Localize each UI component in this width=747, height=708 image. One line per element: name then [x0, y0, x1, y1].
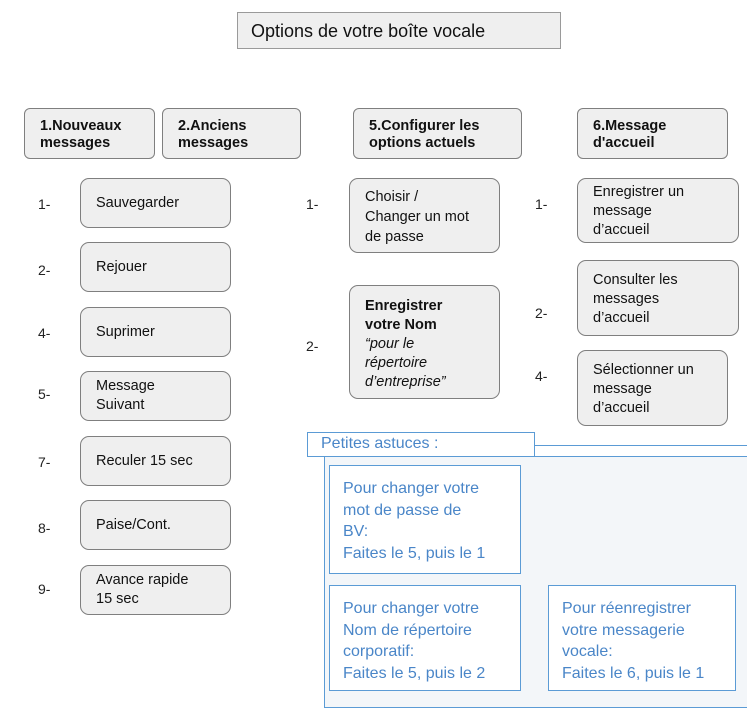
- option-number: 1-: [535, 196, 548, 212]
- option-line: Avance rapide: [96, 572, 189, 588]
- tip-password: [329, 465, 521, 574]
- header-line: 2.Anciens: [178, 118, 247, 134]
- option-replay: [80, 242, 231, 292]
- option-label: Suprimer: [96, 323, 155, 340]
- option-line: d’accueil: [593, 222, 650, 238]
- option-label: [365, 297, 446, 392]
- option-delete: [80, 307, 231, 357]
- header-greeting: [577, 108, 728, 159]
- option-number: 9-: [38, 581, 51, 597]
- option-number: 2-: [38, 262, 51, 278]
- option-number: 4-: [535, 368, 548, 384]
- option-line: Message: [96, 378, 155, 394]
- option-number: 8-: [38, 520, 51, 536]
- tip-line: Faites le 5, puis le 1: [343, 544, 486, 562]
- tips-divider: [535, 445, 747, 446]
- tip-line: mot de passe de: [343, 501, 462, 519]
- tip-line: BV:: [343, 523, 369, 540]
- option-line: répertoire: [365, 355, 428, 371]
- tip-rerecord-greeting: [548, 585, 736, 691]
- header-line: options actuels: [369, 135, 476, 151]
- page-title: Options de votre boîte vocale: [237, 12, 561, 49]
- tip-line: corporatif:: [343, 643, 415, 660]
- header-line: 1.Nouveaux: [40, 118, 122, 134]
- option-number: 5-: [38, 386, 51, 402]
- tip-line: Pour changer votre: [343, 600, 480, 617]
- header-new-messages: [24, 108, 155, 159]
- option-record-greeting: [577, 178, 739, 243]
- header-line: 6.Message: [593, 118, 667, 134]
- header-line: 5.Configurer les: [369, 118, 480, 134]
- tip-line: Nom de répertoire: [343, 621, 472, 639]
- option-label: [365, 187, 469, 247]
- option-label: [96, 377, 155, 415]
- tip-directory-name: [329, 585, 521, 691]
- option-number: 1-: [306, 196, 319, 212]
- option-pause: [80, 500, 231, 550]
- tip-line: Pour réenregistrer: [562, 600, 691, 617]
- tip-line: Faites le 6, puis le 1: [562, 664, 705, 682]
- tip-line: Pour changer votre: [343, 480, 480, 497]
- option-line: d’accueil: [593, 400, 650, 416]
- option-rewind: [80, 436, 231, 486]
- option-label: [593, 183, 684, 240]
- option-line: Suivant: [96, 397, 145, 413]
- option-label: [593, 271, 678, 328]
- header-line: d'accueil: [593, 135, 655, 151]
- option-line: 15 sec: [96, 591, 139, 607]
- option-consult-greetings: [577, 260, 739, 336]
- option-label: Sauvegarder: [96, 194, 180, 211]
- option-line: “pour le: [365, 336, 415, 352]
- option-fast-forward: [80, 565, 231, 615]
- option-number: 4-: [38, 325, 51, 341]
- option-select-greeting: [577, 350, 728, 426]
- option-line: Enregistrer: [365, 298, 443, 314]
- option-label: Reculer 15 sec: [96, 452, 193, 469]
- option-next-message: [80, 371, 231, 421]
- header-line: messages: [40, 135, 111, 151]
- header-configure: [353, 108, 522, 159]
- option-line: message: [593, 381, 652, 397]
- header-old-messages: [162, 108, 301, 159]
- option-number: 2-: [306, 338, 319, 354]
- option-save: [80, 178, 231, 228]
- option-line: Enregistrer un: [593, 184, 685, 200]
- option-number: 2-: [535, 305, 548, 321]
- option-label: [96, 571, 188, 609]
- option-line: Sélectionner un: [593, 362, 694, 378]
- option-number: 7-: [38, 454, 51, 470]
- option-label: Paise/Cont.: [96, 516, 171, 533]
- tips-heading: Petites astuces :: [307, 432, 535, 457]
- option-label: [593, 361, 694, 418]
- tip-line: vocale:: [562, 643, 613, 660]
- header-line: messages: [178, 135, 249, 151]
- option-line: de passe: [365, 229, 424, 245]
- option-label: Rejouer: [96, 258, 147, 275]
- option-line: Choisir /: [365, 189, 419, 205]
- tip-line: Faites le 5, puis le 2: [343, 664, 486, 682]
- option-record-name: [349, 285, 500, 399]
- option-line: message: [593, 203, 652, 219]
- tip-line: votre messagerie: [562, 621, 685, 639]
- option-line: messages: [593, 291, 660, 307]
- option-line: d’entreprise”: [365, 374, 446, 390]
- option-change-password: [349, 178, 500, 253]
- option-line: Consulter les: [593, 272, 678, 288]
- option-line: votre Nom: [365, 317, 437, 333]
- option-line: d’accueil: [593, 310, 650, 326]
- option-number: 1-: [38, 196, 51, 212]
- option-line: Changer un mot: [365, 209, 469, 225]
